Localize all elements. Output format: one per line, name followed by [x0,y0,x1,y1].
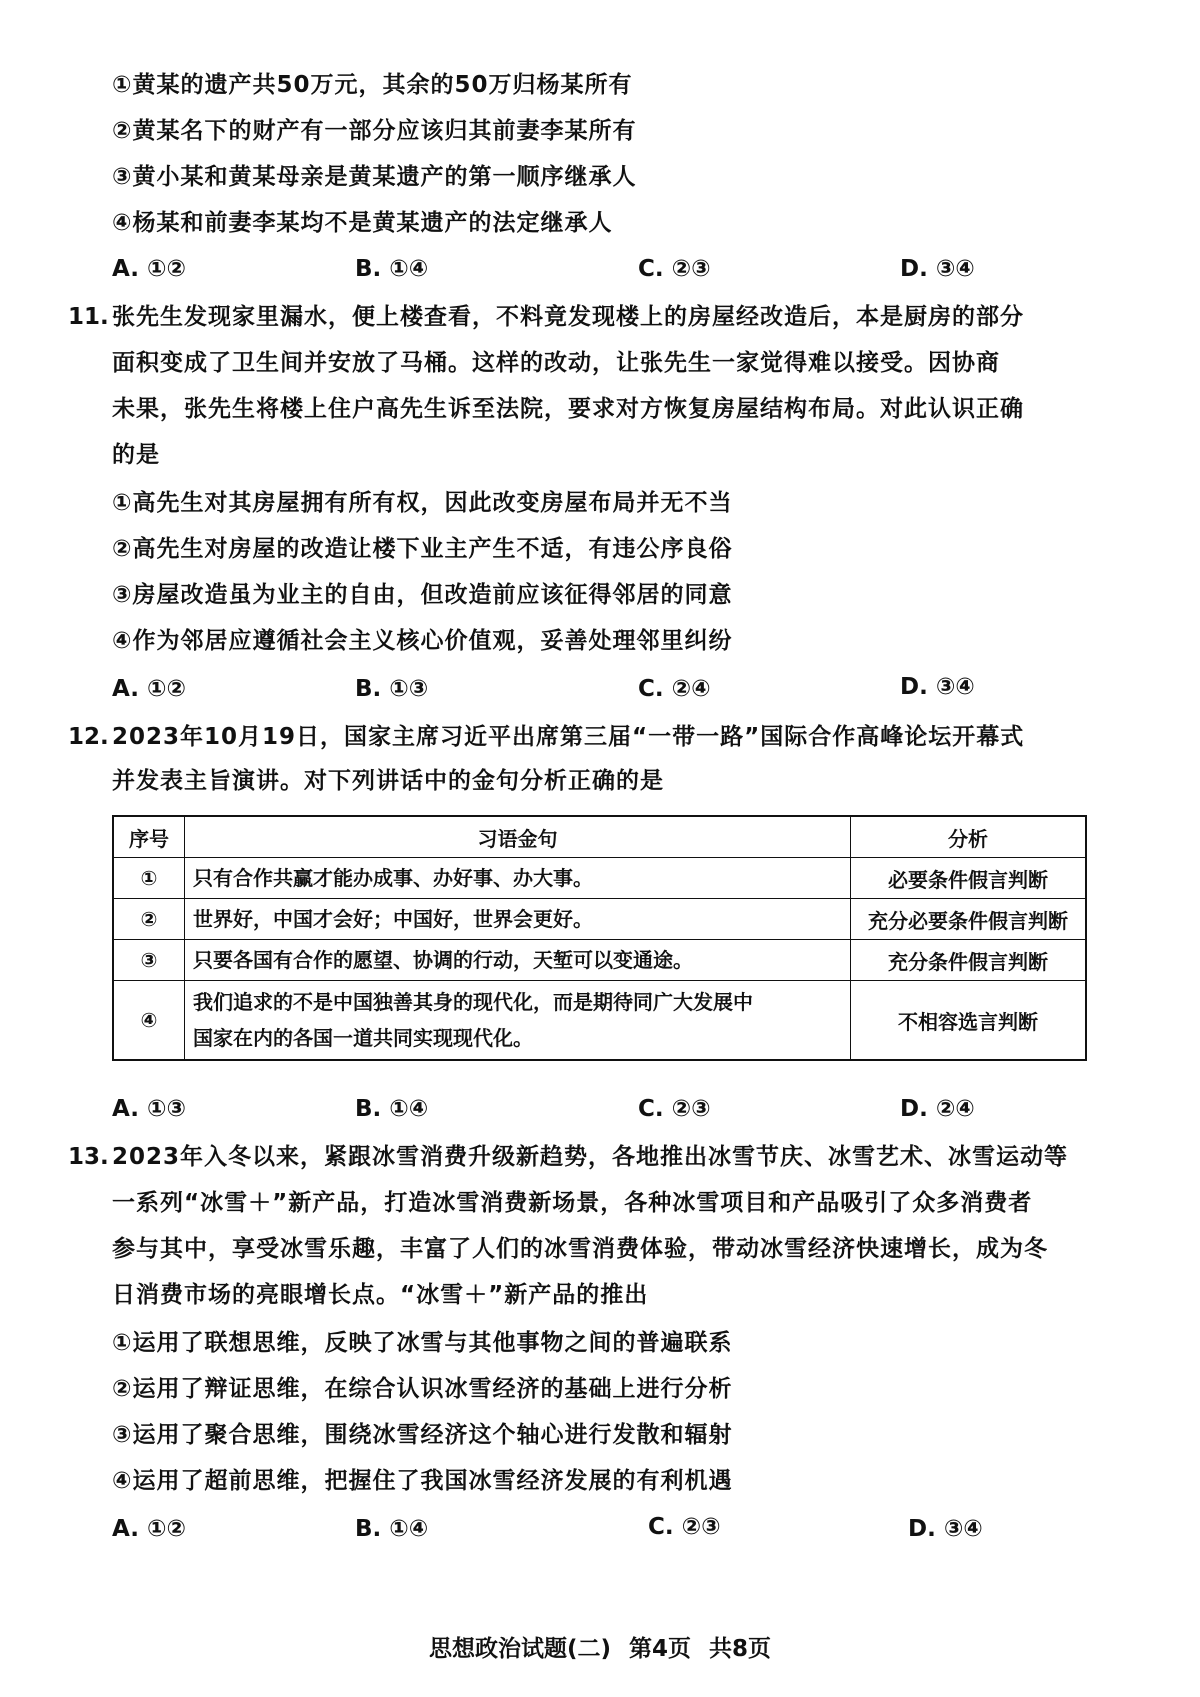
q11-statement-1: ①高先生对其房屋拥有所有权，因此改变房屋布局并无不当 [112,490,733,516]
row-quote-line-2: 国家在内的各国一道共同实现现代化。 [193,1026,533,1050]
page-footer: 思想政治试题(二) 第4页 共8页 [428,1636,772,1662]
q11-stem-line-2: 面积变成了卫生间并安放了马桶。这样的改动，让张先生一家觉得难以接受。因协商 [112,350,1000,376]
row-quote: 世界好，中国才会好；中国好，世界会更好。 [185,899,851,940]
q13-stem-line-1: 2023年入冬以来，紧跟冰雪消费升级新趋势，各地推出冰雪节庆、冰雪艺术、冰雪运动等 [112,1144,1069,1170]
q12-number: 12. [68,724,109,750]
header-analysis: 分析 [851,816,1087,858]
q12-option-d: D. ②④ [900,1096,975,1122]
header-number: 序号 [113,816,185,858]
q13-option-c: C. ②③ [648,1514,721,1540]
row-number: ④ [113,981,185,1061]
table-header-row [113,816,1086,858]
row-analysis: 必要条件假言判断 [851,858,1087,899]
q12-stem-line-2: 并发表主旨演讲。对下列讲话中的金句分析正确的是 [112,768,664,794]
q11-statement-4: ④作为邻居应遵循社会主义核心价值观，妥善处理邻里纠纷 [112,628,733,654]
q12-option-a: A. ①③ [112,1096,186,1122]
q10-option-c: C. ②③ [638,256,711,282]
row-analysis: 不相容选言判断 [851,981,1087,1061]
q13-option-a: A. ①② [112,1516,186,1542]
table-row [113,940,1086,981]
q11-statement-3: ③房屋改造虽为业主的自由，但改造前应该征得邻居的同意 [112,582,733,608]
header-quote: 习语金句 [185,816,851,858]
q13-stem-line-3: 参与其中，享受冰雪乐趣，丰富了人们的冰雪消费体验，带动冰雪经济快速增长，成为冬 [112,1236,1048,1262]
q11-option-c: C. ②④ [638,676,711,702]
q11-option-d: D. ③④ [900,674,975,700]
q13-statement-4: ④运用了超前思维，把握住了我国冰雪经济发展的有利机遇 [112,1468,733,1494]
q13-stem-line-4: 日消费市场的亮眼增长点。“冰雪＋”新产品的推出 [112,1282,649,1308]
row-number: ② [113,899,185,940]
q13-option-b: B. ①④ [355,1516,429,1542]
row-quote: 只有合作共赢才能办成事、办好事、办大事。 [185,858,851,899]
q13-number: 13. [68,1144,109,1170]
q13-statement-1: ①运用了联想思维，反映了冰雪与其他事物之间的普遍联系 [112,1330,733,1356]
q11-stem-line-3: 未果，张先生将楼上住户高先生诉至法院，要求对方恢复房屋结构布局。对此认识正确 [112,396,1024,422]
q11-option-b: B. ①③ [355,676,429,702]
q11-stem-line-1: 张先生发现家里漏水，便上楼查看，不料竟发现楼上的房屋经改造后，本是厨房的部分 [112,304,1024,330]
q13-statement-3: ③运用了聚合思维，围绕冰雪经济这个轴心进行发散和辐射 [112,1422,733,1448]
row-analysis: 充分条件假言判断 [851,940,1087,981]
q11-option-a: A. ①② [112,676,186,702]
row-analysis: 充分必要条件假言判断 [851,899,1087,940]
q10-option-a: A. ①② [112,256,186,282]
q13-statement-2: ②运用了辩证思维，在综合认识冰雪经济的基础上进行分析 [112,1376,733,1402]
q10-statement-3: ③黄小某和黄某母亲是黄某遗产的第一顺序继承人 [112,164,637,190]
q11-statement-2: ②高先生对房屋的改造让楼下业主产生不适，有违公序良俗 [112,536,733,562]
q13-stem-line-2: 一系列“冰雪＋”新产品，打造冰雪消费新场景，各种冰雪项目和产品吸引了众多消费者 [112,1190,1033,1216]
q10-statement-2: ②黄某名下的财产有一部分应该归其前妻李某所有 [112,118,637,144]
q13-option-d: D. ③④ [908,1516,983,1542]
q11-number: 11. [68,304,109,330]
table-row [113,981,1086,1061]
quotes-table [112,815,1087,1061]
q10-statement-1: ①黄某的遗产共50万元，其余的50万归杨某所有 [112,72,633,98]
table-row [113,858,1086,899]
q12-option-b: B. ①④ [355,1096,429,1122]
table-row [113,899,1086,940]
q10-statement-4: ④杨某和前妻李某均不是黄某遗产的法定继承人 [112,210,613,236]
q12-stem-line-1: 2023年10月19日，国家主席习近平出席第三届“一带一路”国际合作高峰论坛开幕式 [112,724,1025,750]
q12-option-c: C. ②③ [638,1096,711,1122]
q11-stem-line-4: 的是 [112,442,160,468]
row-quote-line-1: 我们追求的不是中国独善其身的现代化，而是期待同广大发展中 [193,990,753,1014]
q10-option-b: B. ①④ [355,256,429,282]
row-number: ③ [113,940,185,981]
row-number: ① [113,858,185,899]
q10-option-d: D. ③④ [900,256,975,282]
row-quote: 只要各国有合作的愿望、协调的行动，天堑可以变通途。 [185,940,851,981]
row-quote [185,981,851,1061]
